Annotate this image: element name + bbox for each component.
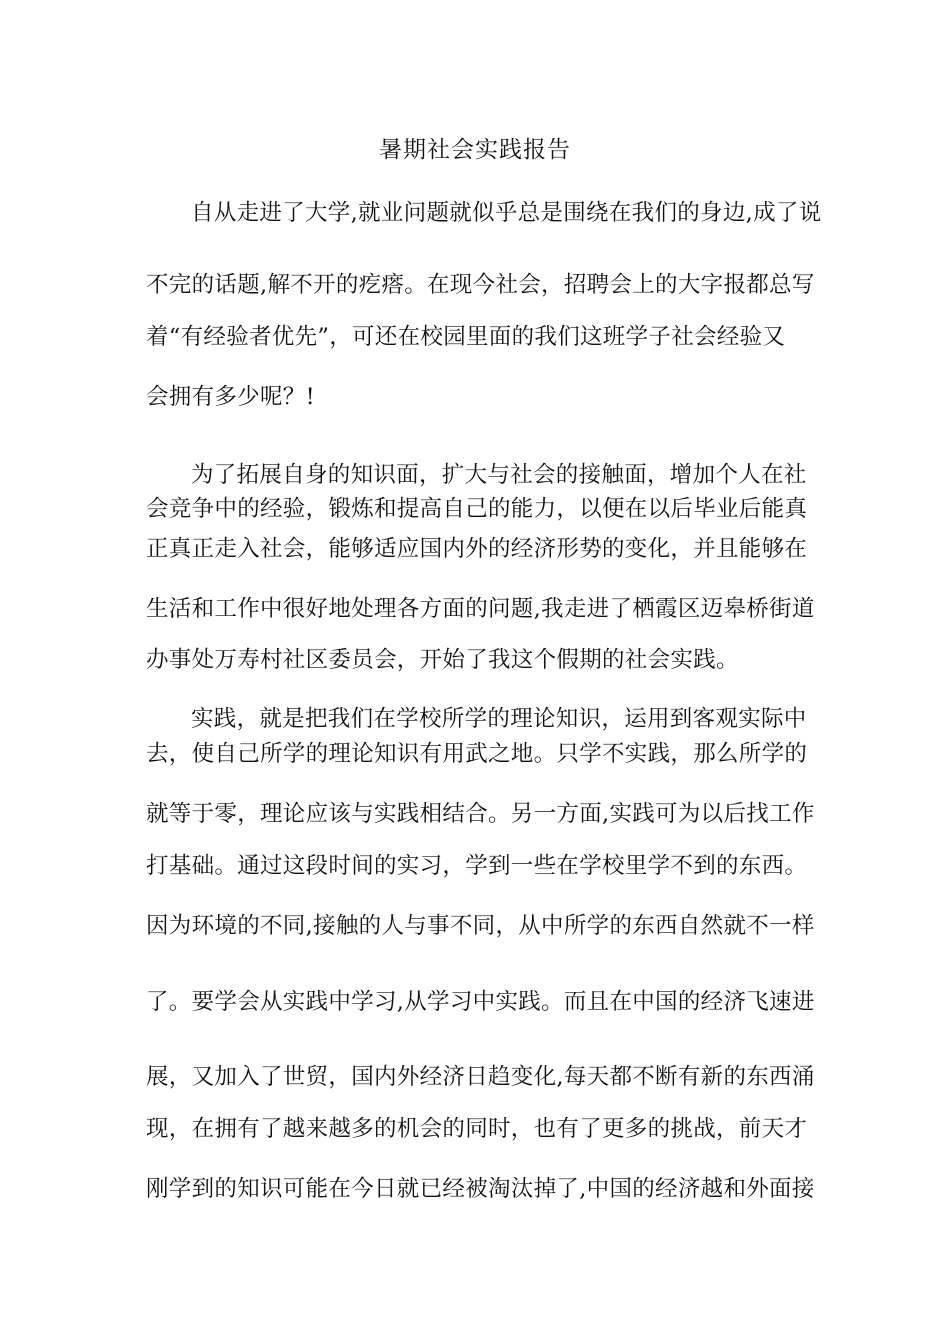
paragraph-3-line-4: 打基础。通过这段时间的实习，学到一些在学校里学不到的东西。 — [146, 853, 808, 879]
paragraph-1-line-4: 会拥有多少呢？! — [146, 384, 315, 410]
paragraph-1-line-1: 自从走进了大学,就业问题就似乎总是围绕在我们的身边,成了说 — [191, 200, 822, 226]
paragraph-3-line-7: 展，又加入了世贸，国内外经济日趋变化,每天都不断有新的东西涌 — [146, 1064, 815, 1090]
paragraph-1-line-2: 不完的话题,解不开的疙瘩。在现今社会，招聘会上的大字报都总写 — [146, 272, 815, 298]
paragraph-3-line-8: 现，在拥有了越来越多的机会的同时，也有了更多的挑战，前天才 — [146, 1116, 808, 1142]
paragraph-3-line-6: 了。要学会从实践中学习,从学习中实践。而且在中国的经济飞速进 — [146, 989, 815, 1015]
paragraph-3-line-9: 刚学到的知识可能在今日就已经被淘汰掉了,中国的经济越和外面接 — [146, 1176, 815, 1202]
document-title: 暑期社会实践报告 — [379, 137, 571, 163]
paragraph-2-line-2: 会竞争中的经验，锻炼和提高自己的能力，以便在以后毕业后能真 — [146, 496, 808, 522]
paragraph-3-line-3: 就等于零，理论应该与实践相结合。另一方面,实践可为以后找工作 — [146, 801, 815, 827]
paragraph-2-line-3: 正真正走入社会，能够适应国内外的经济形势的变化，并且能够在 — [146, 536, 808, 562]
paragraph-1-line-3: 着“有经验者优先”，可还在校园里面的我们这班学子社会经验又 — [146, 324, 786, 350]
paragraph-2-line-1: 为了拓展自身的知识面，扩大与社会的接触面，增加个人在社 — [191, 462, 807, 488]
paragraph-2-line-5: 办事处万寿村社区委员会，开始了我这个假期的社会实践。 — [146, 647, 739, 673]
paragraph-3-line-1: 实践，就是把我们在学校所学的理论知识，运用到客观实际中 — [191, 706, 807, 732]
paragraph-2-line-4: 生活和工作中很好地处理各方面的问题,我走进了栖霞区迈皋桥街道 — [146, 596, 815, 622]
paragraph-3-line-2: 去，使自己所学的理论知识有用武之地。只学不实践，那么所学的 — [146, 741, 808, 767]
paragraph-3-line-5: 因为环境的不同,接触的人与事不同，从中所学的东西自然就不一样 — [146, 913, 815, 939]
